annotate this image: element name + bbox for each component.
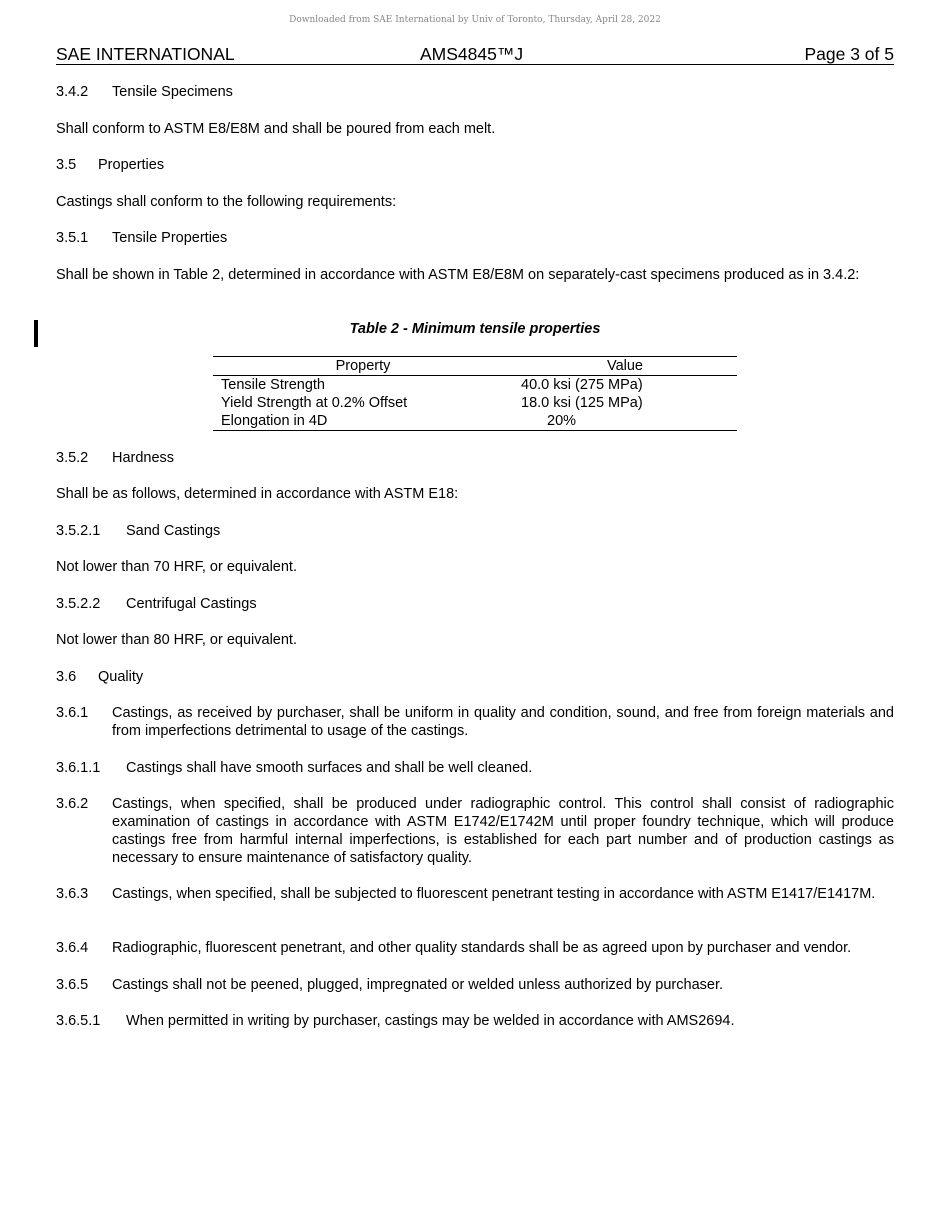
section-text-3-5-2-2: Not lower than 80 HRF, or equivalent. bbox=[56, 632, 297, 648]
section-title: Hardness bbox=[112, 450, 175, 466]
section-3-6-1-1 bbox=[56, 759, 894, 777]
cell-value: 20% bbox=[547, 413, 577, 429]
table-row bbox=[213, 376, 737, 394]
section-number: 3.6.1 bbox=[56, 705, 89, 721]
section-title: Quality bbox=[98, 669, 144, 685]
cell-value: 18.0 ksi (125 MPa) bbox=[521, 395, 643, 411]
section-number: 3.6.2 bbox=[56, 796, 89, 812]
section-text: Castings, as received by purchaser, shall be uniform in quality and condition, sound, and free from foreign materials and from imperfections detrimental to usage of the castings. bbox=[112, 705, 894, 739]
section-text: When permitted in writing by purchaser, castings may be welded in accordance with AMS2694. bbox=[126, 1013, 735, 1029]
section-heading-3-5-2 bbox=[56, 449, 894, 467]
section-text-3-5-1: Shall be shown in Table 2, determined in accordance with ASTM E8/E8M on separately-cast specimens produced as in 3.4.2: bbox=[56, 267, 860, 283]
cell-property: Yield Strength at 0.2% Offset bbox=[221, 395, 408, 411]
cell-property: Elongation in 4D bbox=[221, 413, 328, 429]
download-watermark: Downloaded from SAE International by Univ of Toronto, Thursday, April 28, 2022 bbox=[289, 15, 661, 25]
cell-value: 40.0 ksi (275 MPa) bbox=[521, 377, 643, 393]
section-number: 3.6.4 bbox=[56, 940, 89, 956]
section-text: Castings shall not be peened, plugged, impregnated or welded unless authorized by purchaser. bbox=[112, 977, 724, 993]
section-number: 3.5.2.1 bbox=[56, 523, 101, 539]
section-title: Centrifugal Castings bbox=[126, 596, 257, 612]
table-row bbox=[213, 394, 737, 412]
section-3-6-3 bbox=[56, 885, 894, 903]
header-doc-id: AMS4845™J bbox=[420, 44, 524, 64]
section-number: 3.5.1 bbox=[56, 230, 89, 246]
section-3-6-5 bbox=[56, 976, 894, 994]
section-number: 3.4.2 bbox=[56, 84, 89, 100]
section-title: Sand Castings bbox=[126, 523, 221, 539]
section-number: 3.6.3 bbox=[56, 886, 89, 902]
section-text: Castings shall have smooth surfaces and shall be well cleaned. bbox=[126, 760, 533, 776]
section-title: Tensile Properties bbox=[112, 230, 228, 246]
section-heading-3-5-2-1 bbox=[56, 522, 894, 540]
section-text-3-4-2: Shall conform to ASTM E8/E8M and shall be poured from each melt. bbox=[56, 121, 496, 137]
section-number: 3.6.1.1 bbox=[56, 760, 101, 776]
section-title: Tensile Specimens bbox=[112, 84, 233, 100]
section-number: 3.6.5 bbox=[56, 977, 89, 993]
section-heading-3-4-2 bbox=[56, 83, 894, 101]
section-title: Properties bbox=[98, 157, 165, 173]
section-3-6-2 bbox=[56, 795, 894, 867]
section-heading-3-5 bbox=[56, 156, 894, 174]
section-heading-3-6 bbox=[56, 668, 894, 686]
section-number: 3.6 bbox=[56, 669, 77, 685]
section-3-6-5-1 bbox=[56, 1012, 894, 1030]
section-text: Castings, when specified, shall be produced under radiographic control. This control shall consist of radiographic examination of castings in accordance with ASTM E1742/E1742M until proper foundry technique, which will produce castings free from harmful internal imperfections, is established for each part number and of production castings as necessary to ensure maintenance of satisfactory quality. bbox=[112, 796, 894, 866]
section-3-6-4 bbox=[56, 939, 894, 957]
section-text-3-5-2-1: Not lower than 70 HRF, or equivalent. bbox=[56, 559, 297, 575]
section-text-3-5: Castings shall conform to the following requirements: bbox=[56, 194, 397, 210]
page-header bbox=[56, 44, 894, 65]
table-row bbox=[213, 412, 737, 430]
section-text: Radiographic, fluorescent penetrant, and other quality standards shall be as agreed upon by purchaser and vendor. bbox=[112, 940, 852, 956]
cell-property: Tensile Strength bbox=[221, 377, 325, 393]
section-heading-3-5-1 bbox=[56, 229, 894, 247]
tensile-properties-table bbox=[213, 356, 737, 431]
section-text: Castings, when specified, shall be subjected to fluorescent penetrant testing in accordance with ASTM E1417/E1417M. bbox=[112, 886, 876, 902]
header-org: SAE INTERNATIONAL bbox=[56, 44, 235, 64]
section-number: 3.5 bbox=[56, 157, 77, 173]
section-number: 3.5.2.2 bbox=[56, 596, 101, 612]
section-number: 3.6.5.1 bbox=[56, 1013, 101, 1029]
header-page-number: Page 3 of 5 bbox=[804, 44, 894, 64]
table-header-row bbox=[213, 357, 737, 376]
table-caption: Table 2 - Minimum tensile properties bbox=[349, 321, 601, 337]
section-3-6-1 bbox=[56, 704, 894, 740]
column-header-value: Value bbox=[606, 358, 643, 374]
section-heading-3-5-2-2 bbox=[56, 595, 894, 613]
section-text-3-5-2: Shall be as follows, determined in accordance with ASTM E18: bbox=[56, 486, 459, 502]
column-header-property: Property bbox=[335, 358, 391, 374]
section-number: 3.5.2 bbox=[56, 450, 89, 466]
